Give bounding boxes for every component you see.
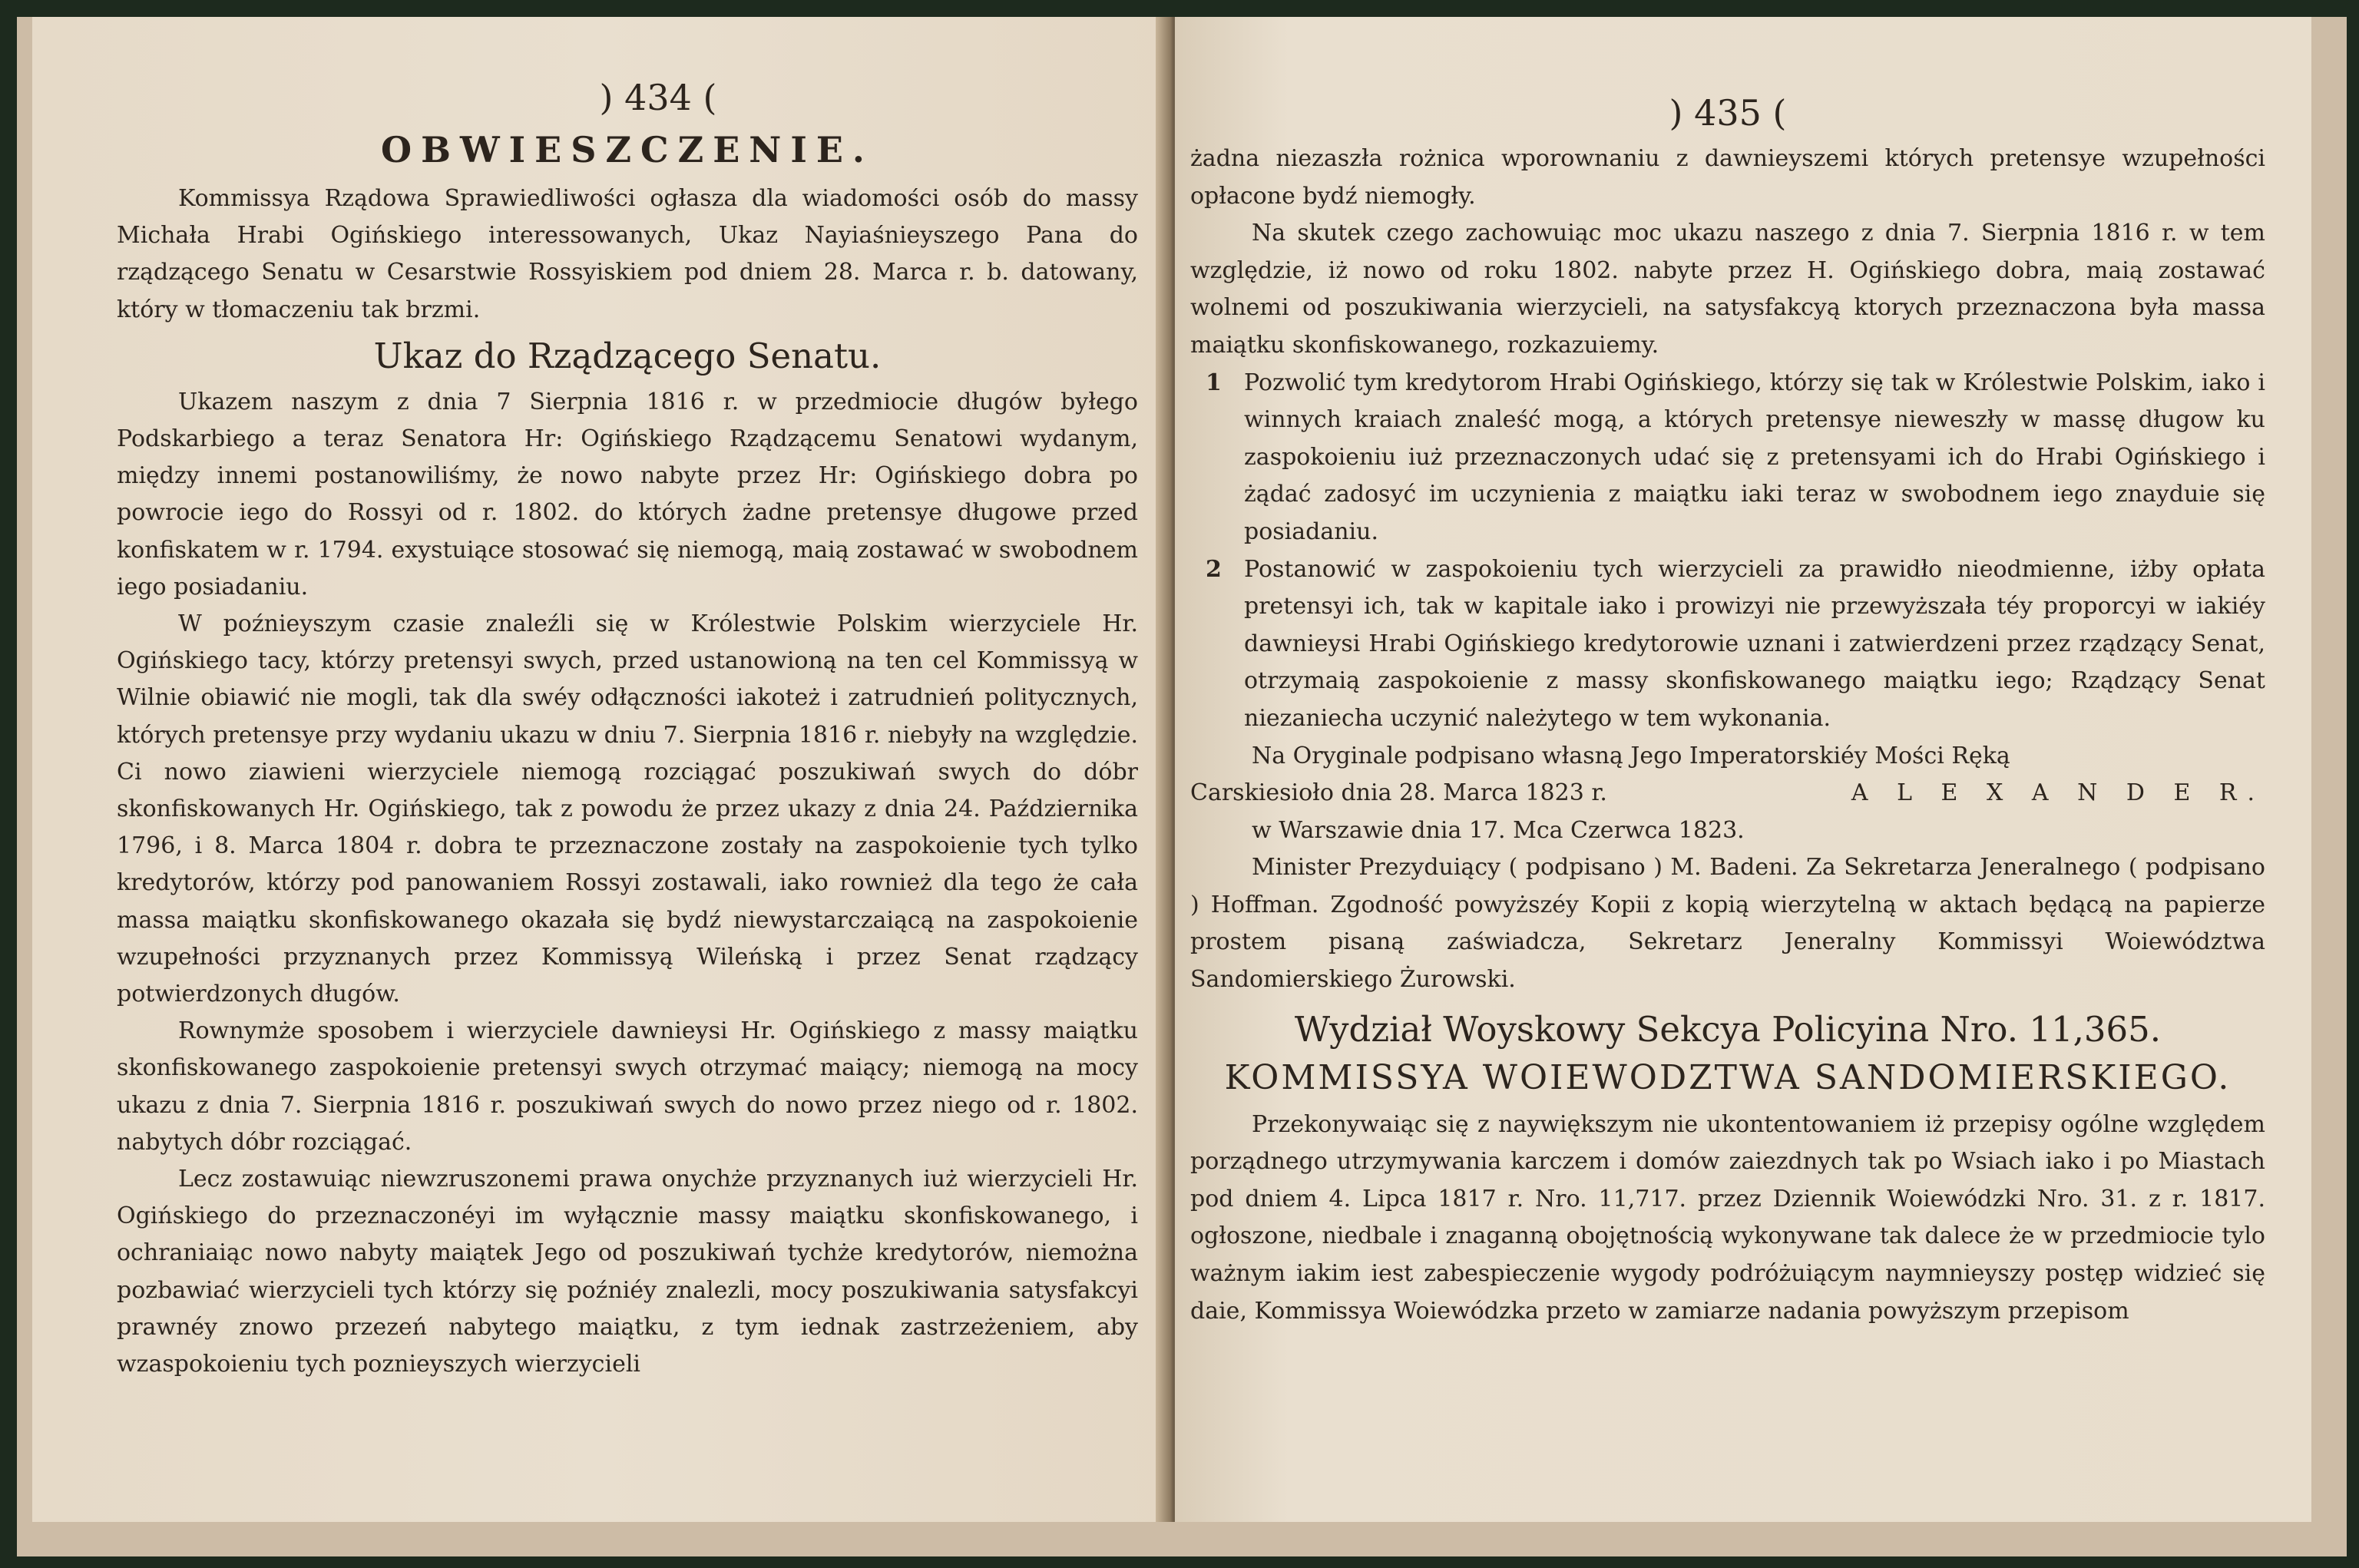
body-paragraph: W poźnieyszym czasie znaleźli się w Królestwie Polskim wierzyciele Hr. Ogińskiego tacy, którzy pretensyi swych, przed ustanowioną na ten cel Kommissyą w Wilnie obiawić nie mogli, tak dla swéy odłączności iakoteż i zatrudnień politycznych, których pretensye przy wydaniu ukazu w dniu 7. Sierpnia 1816 r. niebyły na względzie. Ci nowo ziawieni wierzyciele niemogą rozciągać poszukiwań swych do dóbr skonfiskowanych Hr. Ogińskiego, tak z powodu że przez ukazy z dnia 24. Października 1796, i 8. Marca 1804 r. dobra te przeznaczone zostały na zaspokoienie tych tylko kredytorów, którzy pod panowaniem Rossyi zostawali, iako rownież dla tego że cała massa maiątku skonfiskowanego okazała się bydź niewystarczaiącą na zaspokoienie wzupełności przyznanych przez Kommissyą Wileńską i przez Senat rządzący potwierdzonych długów. — [117, 610, 1138, 1008]
warsaw-date: w Warszawie dnia 17. Mca Czerwca 1823. — [1252, 816, 1745, 844]
right-page — [1175, 17, 2311, 1522]
item-text: Pozwolić tym kredytorom Hrabi Ogińskiego, którzy się tak w Królestwie Polskim, iako i winnych kraiach znaleść mogą, a których pretensye nieweszły w massę długow ku zaspokoieniu iuż przeznaczonych udać się z pretensyami ich do Hrabi Ogińskiego i żądać zadosyć im uczynienia z maiątku iaki teraz w swobodnem iego znayduie się posiadaniu. — [1244, 369, 2265, 545]
list-item — [1190, 551, 2265, 738]
section-heading: Ukaz do Rządzącego Senatu. — [373, 335, 882, 376]
left-page — [32, 17, 1169, 1522]
body-paragraph: Na skutek czego zachowuiąc moc ukazu naszego z dnia 7. Sierpnia 1816 r. w tem względzie, iż nowo od roku 1802. nabyte przez H. Ogińskiego dobra, maią zostawać wolnemi od poszukiwania wierzycieli, na satysfakcyą ktorych przeznaczona była massa maiątku skonfiskowanego, rozkazuiemy. — [1190, 220, 2265, 359]
item-text: Postanowić w zaspokoieniu tych wierzycieli za prawidło nieodmienne, iżby opłata pretensyi ich, tak w kapitale iako i prowizyi nie przewyższała téy proporcyi w iakiéy dawnieysi Hrabi Ogińskiego kredytorowie uznani i zatwierdzeni przez rządzący Senat, otrzymaią zaspokoienie z massy skonfiskowanego maiątku iego; Rządzący Senat niezaniecha uczynić należytego w tem wykonania. — [1244, 555, 2265, 732]
body-paragraph: żadna niezaszła rożnica wporownaniu z dawnieyszemi których pretensye wzupełności opłacone bydź niemogły. — [1190, 145, 2265, 210]
intro-paragraph: Kommissya Rządowa Sprawiedliwości ogłasza dla wiadomości osób do massy Michała Hrabi Ogińskiego interessowanych, Ukaz Nayiaśnieyszego Pana do rządzącego Senatu w Cesarstwie Rossyiskiem pod dniem 28. Marca r. b. datowany, który w tłomaczeniu tak brzmi. — [117, 185, 1138, 323]
list-item — [1190, 365, 2265, 551]
place-date: Carskiesioło dnia 28. Marca 1823 r. A L E X A N D E R. — [1190, 775, 2265, 812]
closing-paragraph: Minister Prezyduiący ( podpisano ) M. Badeni. Za Sekretarza Jeneralnego ( podpisano ) Hoffman. Zgodność powyższéy Kopii z kopią wierzytelną w aktach będącą na papierze prostem pisaną zaświadcza, Sekretarz Jeneralny Kommissyi Woiewództwa Sandomierskiego Żurowski. — [1190, 854, 2265, 994]
body-paragraph: Lecz zostawuiąc niewzruszonemi prawa onychże przyznanych iuż wierzycieli Hr. Ogińskiego do przeznaczonéyi im wyłącznie massy maiątku skonfiskowanego, i ochraniaiąc nowo nabyty maiątek Jego od poszukiwań tychże kredytorów, niemożna pozbawiać wierzycieli tych którzy się poźniéy znalezli, mocy poszukiwania satysfakcyi prawnéy znowo przezeń nabytego maiątku, z tym iednak zastrzeżeniem, aby wzaspokoieniu tych poznieyszych wierzycieli — [117, 1166, 1138, 1378]
page-number: ) 435 ( — [1669, 92, 1787, 134]
item-number: 2 — [1206, 555, 1222, 583]
body-paragraph: Ukazem naszym z dnia 7 Sierpnia 1816 r. w przedmiocie długów byłego Podskarbiego a teraz Senatora Hr: Ogińskiego Rządzącemu Senatowi wydanym, między innemi postanowiliśmy, że nowo nabyte przez Hr: Ogińskiego dobra po powrocie iego do Rossyi od r. 1802. do których żadne pretensye długowe przed konfiskatem w r. 1794. exystuiące stosować się niemogą, maią zostawać w swobodnem iego posiadaniu. — [117, 388, 1138, 600]
page-number: ) 434 ( — [599, 77, 717, 118]
section-heading: KOMMISSYA WOIEWODZTWA SANDOMIERSKIEGO. — [1224, 1057, 2232, 1097]
section-heading: Wydział Woyskowy Sekcya Policyina Nro. 11,365. — [1294, 1008, 2162, 1050]
body-paragraph: Przekonywaiąc się z naywiększym nie ukontentowaniem iż przepisy ogólne względem porządnego utrzymywania karczem i domów zaiezdnych tak po Wsiach iako i po Miastach pod dniem 4. Lipca 1817 r. Nro. 11,717. przez Dziennik Woiewódzki Nro. 31. z r. 1817. ogłoszone, niedbale i znaganną obojętnością wykonywane tak dalece że w przedmiocie tylo ważnym iakim iest zabespieczenie wygody podróżuiącym naymnieyszy postęp widzieć się daie, Kommissya Woiewódzka przeto w zamiarze nadania powyższym przepisom — [1190, 1110, 2265, 1325]
emperor-signature: A L E X A N D E R. — [1851, 779, 2265, 807]
signature-line: Na Oryginale podpisano własną Jego Imperatorskiéy Mości Ręką — [1252, 742, 2010, 769]
item-number: 1 — [1206, 369, 1222, 396]
page-title: OBWIESZCZENIE. — [381, 129, 874, 170]
body-paragraph: Rownymże sposobem i wierzyciele dawnieysi Hr. Ogińskiego z massy maiątku skonfiskowanego zaspokoienie pretensyi swych otrzymać maiący; niemogą na mocy ukazu z dnia 7. Sierpnia 1816 r. poszukiwań swych do nowo przez niego od r. 1802. nabytych dóbr rozciągać. — [117, 1017, 1138, 1156]
